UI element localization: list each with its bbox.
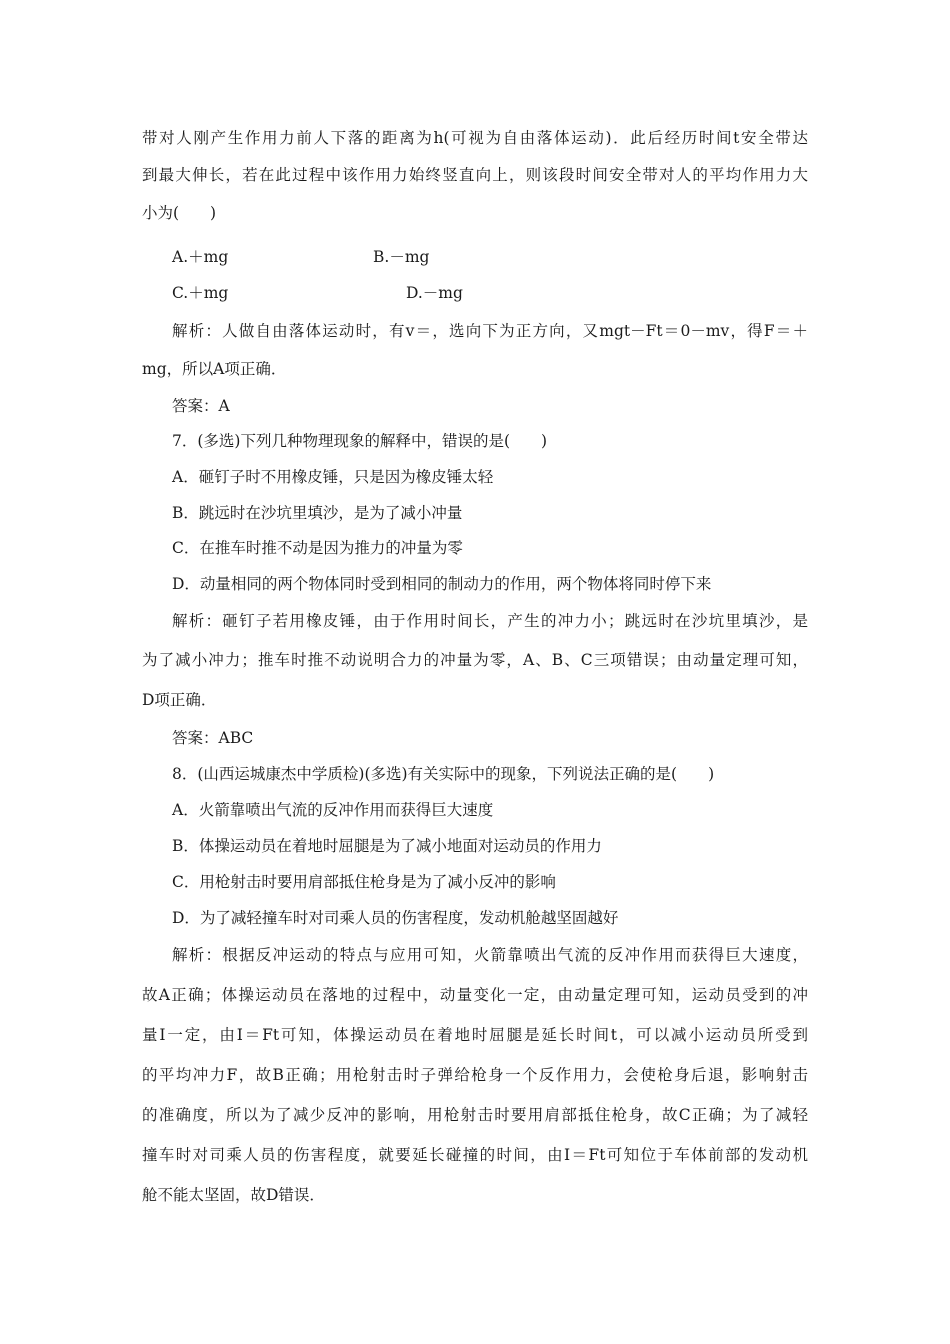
q6-stem-line-1: 带对人刚产生作用力前人下落的距离为h(可视为自由落体运动)．此后经历时间t安全带达 <box>142 129 808 147</box>
q6-option-a: A.＋mg <box>172 248 229 266</box>
q6-option-d: D.－mg <box>406 284 463 302</box>
q6-analysis-line-2: mg，所以A项正确． <box>142 360 287 378</box>
q7-option-c: C．在推车时推不动是因为推力的冲量为零 <box>172 539 463 557</box>
q8-analysis-line-6: 撞车时对司乘人员的伤害程度，就要延长碰撞的时间，由I＝Ft可知位于车体前部的发动机 <box>142 1146 808 1164</box>
q6-stem-line-3: 小为( ) <box>142 204 217 222</box>
q7-stem: 7．(多选)下列几种物理现象的解释中，错误的是( ) <box>172 432 548 450</box>
q8-stem: 8．(山西运城康杰中学质检)(多选)有关实际中的现象，下列说法正确的是( ) <box>172 765 715 783</box>
q8-analysis-line-4: 的平均冲力F，故B正确；用枪射击时子弹给枪身一个反作用力，会使枪身后退，影响射击 <box>142 1066 808 1084</box>
q6-stem-line-2: 到最大伸长，若在此过程中该作用力始终竖直向上，则该段时间安全带对人的平均作用力大 <box>142 166 808 184</box>
q6-analysis-line-1: 解析：人做自由落体运动时，有v＝，选向下为正方向，又mgt－Ft＝0－mv，得F＝＋ <box>172 322 808 340</box>
q8-option-a: A．火箭靠喷出气流的反冲作用而获得巨大速度 <box>172 801 494 819</box>
q7-analysis-line-3: D项正确． <box>142 691 217 709</box>
q6-answer: 答案：A <box>172 397 230 415</box>
q8-analysis-line-5: 的准确度，所以为了减少反冲的影响，用枪射击时要用肩部抵住枪身，故C正确；为了减轻 <box>142 1106 808 1124</box>
q8-analysis-line-1: 解析：根据反冲运动的特点与应用可知，火箭靠喷出气流的反冲作用而获得巨大速度， <box>172 946 808 964</box>
q8-analysis-line-7: 舱不能太坚固，故D错误． <box>142 1186 325 1204</box>
q8-option-d: D．为了减轻撞车时对司乘人员的伤害程度，发动机舱越坚固越好 <box>172 909 619 927</box>
q7-analysis-line-1: 解析：砸钉子若用橡皮锤，由于作用时间长，产生的冲力小；跳远时在沙坑里填沙，是 <box>172 612 808 630</box>
q7-analysis-line-2: 为了减小冲力；推车时推不动说明合力的冲量为零，A、B、C三项错误；由动量定理可知， <box>142 651 808 669</box>
q7-option-b: B．跳远时在沙坑里填沙，是为了减小冲量 <box>172 504 463 522</box>
q8-option-b: B．体操运动员在着地时屈腿是为了减小地面对运动员的作用力 <box>172 837 602 855</box>
q8-analysis-line-3: 量I一定，由I＝Ft可知，体操运动员在着地时屈腿是延长时间t，可以减小运动员所受到 <box>142 1026 808 1044</box>
q6-option-c: C.＋mg <box>172 284 229 302</box>
q7-option-a: A．砸钉子时不用橡皮锤，只是因为橡皮锤太轻 <box>172 468 494 486</box>
q8-option-c: C．用枪射击时要用肩部抵住枪身是为了减小反冲的影响 <box>172 873 556 891</box>
q6-option-b: B.－mg <box>373 248 430 266</box>
q7-answer: 答案：ABC <box>172 729 254 747</box>
q8-analysis-line-2: 故A正确；体操运动员在落地的过程中，动量变化一定，由动量定理可知，运动员受到的冲 <box>142 986 808 1004</box>
q7-option-d: D．动量相同的两个物体同时受到相同的制动力的作用，两个物体将同时停下来 <box>172 575 712 593</box>
